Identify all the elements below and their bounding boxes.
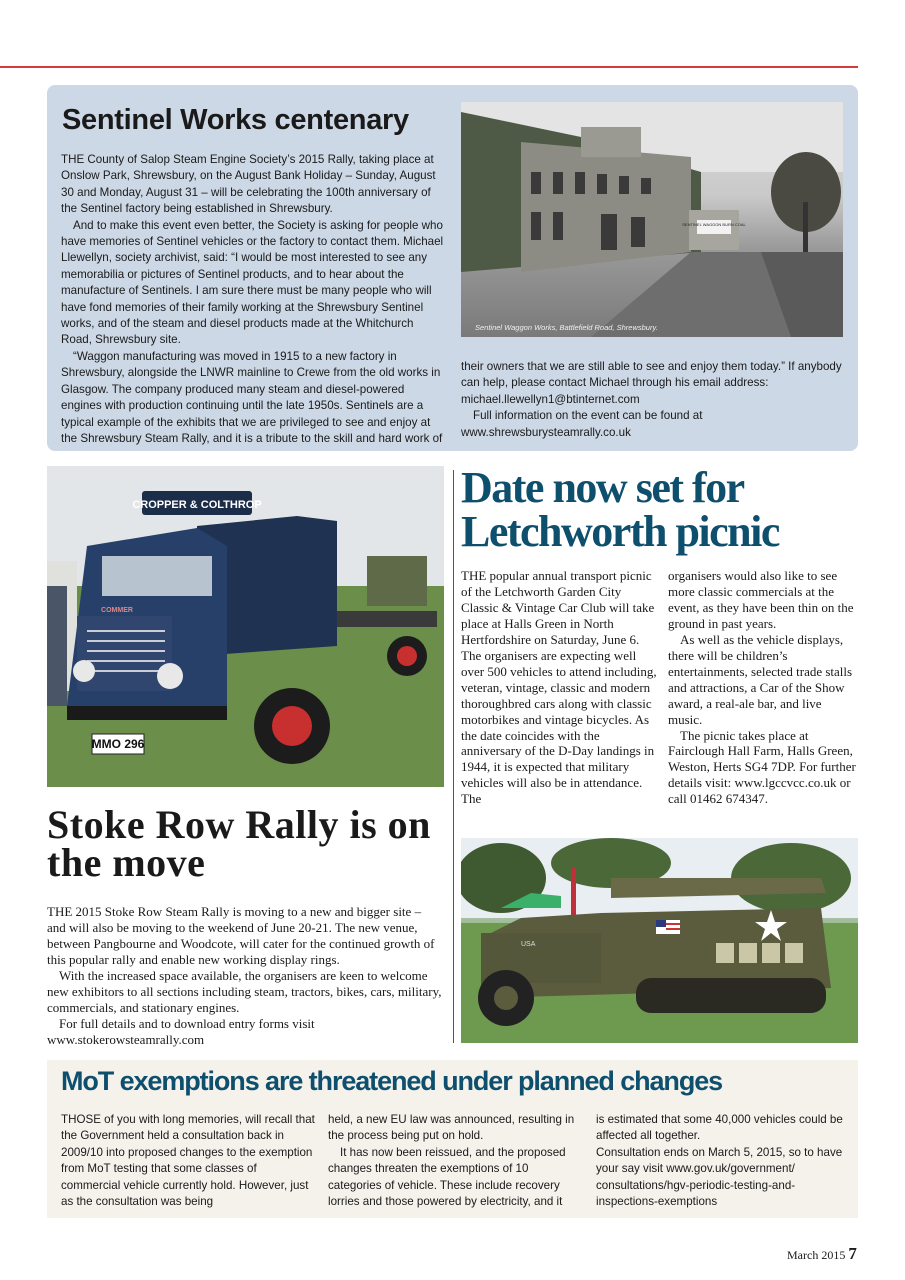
halftrack-photo [461,838,858,1043]
halftrack-marking: USA [521,941,536,948]
photo-caption: Sentinel Waggon Works, Battlefield Road, Shrewsbury. [475,323,658,332]
sentinel-title: Sentinel Works centenary [62,104,409,136]
sentinel-column-2 [461,359,846,441]
column-divider [453,470,454,1043]
stoke-paragraph: With the increased space available, the organisers are keen to welcome new exhibitors to all sections including steam, tractors, bikes, cars, military, commercials, and stationary engines. [47,967,442,1015]
commer-lorry-photo [47,466,444,787]
mot-paragraph: held, a new EU law was announced, resulting in the process being put on hold. [328,1113,575,1143]
stoke-paragraph: THE 2015 Stoke Row Steam Rally is moving to a new and bigger site – and will also be moving to the weekend of June 20-21. The new venue, between Pangbourne and Woodcote, will cater for the continued growth of this popular rally and enable new working display rings. [47,904,435,967]
top-rule [0,66,858,68]
page-footer [787,1244,857,1264]
lorry-badge-text: COMMER [101,607,133,614]
letchworth-paragraph: The picnic takes place at Fairclough Hall Farm, Halls Green, Weston, Herts SG4 7DP. For further details visit: www.lgccvcc.co.uk or call 01462 674347. [668,727,856,807]
letchworth-headline: Date now set for Letchworth picnic [461,463,779,556]
lorry-illustration [47,466,444,787]
halftrack-illustration [461,838,858,1043]
factory-illustration [461,102,843,337]
mot-column-2 [328,1112,583,1210]
stoke-row-headline: Stoke Row Rally is on the move [47,802,431,885]
sentinel-paragraph: THE County of Salop Steam Engine Society’s 2015 Rally, taking place at Onslow Park, Shrewsbury, on the August Bank Holiday – Sunday, August 30 and Monday, August 31 – will be celebrating the 100th anniversary of the Sentinel factory being established in Shrewsbury. [61,153,436,216]
mot-paragraph: THOSE of you with long memories, will recall that the Government held a consultation back in 2009/10 into proposed changes to the exemption from MoT testing that some classes of commercial vehicle currently hold. However, just as the consultation was being [61,1113,315,1209]
letchworth-column-1 [461,568,661,807]
sentinel-paragraph: their owners that we are still able to see and enjoy them today.” If anybody can help, please contact Michael through his email address: michael.llewellyn1@btinternet.com [461,360,842,406]
sentinel-paragraph: “Waggon manufacturing was moved in 1915 to a new factory in Shrewsbury, alongside the LNWR mainline to Crewe from the old works in Glasgow. The company produced many steam and diesel-powered engines with production continuing until the late 1950s. Sentinels are a typical example of the exhibits that we are privileged to see and enjoy at the Shrewsbury Steam Rally, and it is a tribute to the skill and hard work of [61,349,443,445]
mot-column-1 [61,1112,316,1210]
sentinel-column-1 [61,152,446,447]
lorry-plate-text: MMO 296 [91,737,145,751]
page-number: 7 [848,1244,857,1263]
letchworth-paragraph: organisers would also like to see more classic commercials at the event, as they have been thin on the ground in past years. [668,568,854,631]
mot-column-3 [596,1112,851,1210]
lorry-sign-text: CROPPER & COLTHROP [132,499,262,511]
mot-headline: MoT exemptions are threatened under planned changes [61,1066,723,1096]
sentinel-factory-photo [461,102,843,337]
sentinel-paragraph: And to make this event even better, the Society is asking for people who have memories of Sentinel vehicles or the factory to contact them. Michael Llewellyn, society archivist, said: “I would be most interested to see any memorabilia or pictures of Sentinel products, and to hear about the manufacture of Sentinels. I am sure there must be many people who will have fond memories of their family working at the Shrewsbury Sentinel works, and of the steam and diesel products made at the Whitchurch Road, Shrewsbury site. [61,218,444,347]
stoke-row-body [47,904,443,1048]
letchworth-column-2 [668,568,858,807]
factory-sign-text: SENTINEL WAGGON BURN COAL [682,222,746,227]
mot-paragraph: is estimated that some 40,000 vehicles could be affected all together. [596,1113,843,1143]
stoke-paragraph: For full details and to download entry forms visit www.stokerowsteamrally.com [47,1015,315,1047]
mot-paragraph: Consultation ends on March 5, 2015, so to have your say visit www.gov.uk/government/ consultations/hgv-periodic-testing-and-inspections-exemptions [596,1145,843,1209]
issue-date: March 2015 [787,1248,846,1262]
letchworth-paragraph: As well as the vehicle displays, there will be children’s entertainments, selected trade stalls and attractions, a Car of the Show award, a real-ale bar, and live music. [668,631,853,727]
sentinel-paragraph: Full information on the event can be found at www.shrewsburysteamrally.co.uk [461,409,703,439]
mot-paragraph: It has now been reissued, and the proposed changes threaten the exemptions of 10 categories of vehicle. These include recovery lorries and those powered by electricity, and it [328,1145,566,1209]
letchworth-paragraph: THE popular annual transport picnic of the Letchworth Garden City Classic & Vintage Car Club will take place at Halls Green in North Hertfordshire on Saturday, June 6. The organisers are expecting well over 500 vehicles to attend including, veteran, vintage, classic and modern thoroughbred cars along with classic motorbikes and vintage bicycles. As the date coincides with the anniversary of the D-Day landings in 1944, it is expected that military vehicles will also be in attendance. The [461,568,657,807]
